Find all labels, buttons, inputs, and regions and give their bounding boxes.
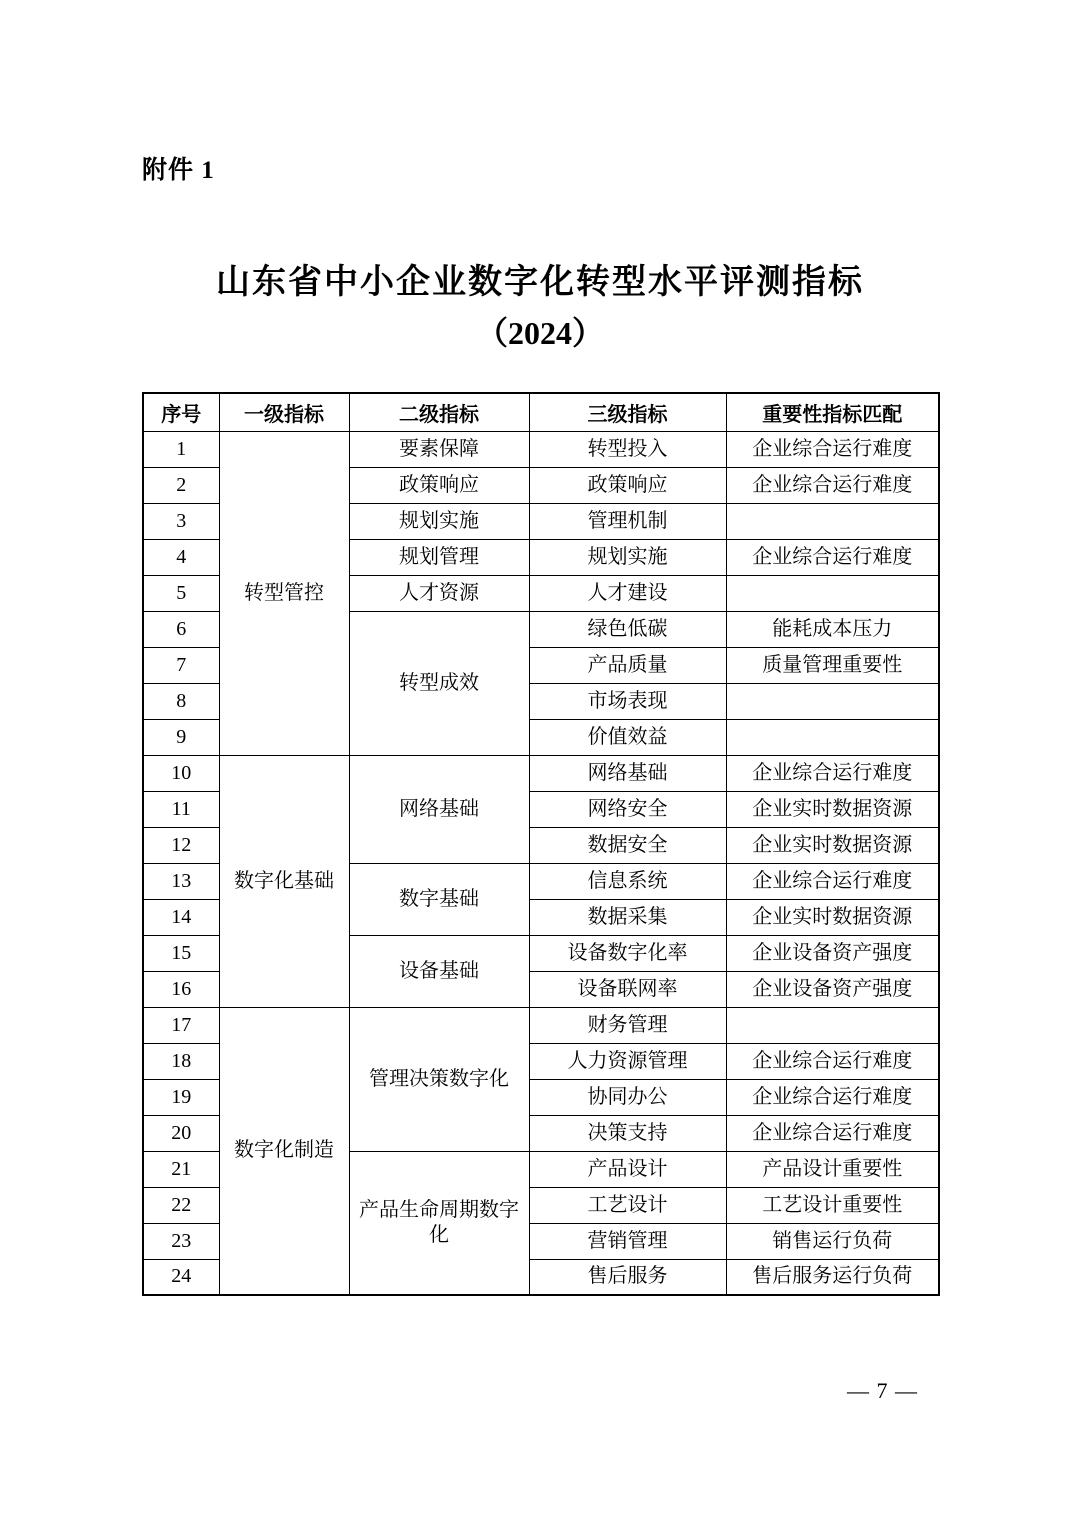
serial-cell: 5 xyxy=(143,575,219,611)
importance-match-cell: 企业综合运行难度 xyxy=(726,863,939,899)
serial-cell: 3 xyxy=(143,503,219,539)
level1-indicator-cell: 数字化基础 xyxy=(219,755,349,1007)
serial-cell: 15 xyxy=(143,935,219,971)
table-row xyxy=(143,431,939,467)
importance-match-cell xyxy=(726,719,939,755)
page-number: — 7 — xyxy=(847,1378,918,1403)
level3-indicator-cell: 工艺设计 xyxy=(529,1187,726,1223)
importance-match-cell: 质量管理重要性 xyxy=(726,647,939,683)
level2-indicator-cell: 规划管理 xyxy=(349,539,529,575)
serial-cell: 8 xyxy=(143,683,219,719)
level3-indicator-cell: 政策响应 xyxy=(529,467,726,503)
level3-indicator-cell: 财务管理 xyxy=(529,1007,726,1043)
header-level2: 二级指标 xyxy=(349,393,529,431)
level2-indicator-cell: 数字基础 xyxy=(349,863,529,935)
title-line-1: 山东省中小企业数字化转型水平评测指标 xyxy=(216,264,864,301)
header-importance: 重要性指标匹配 xyxy=(726,393,939,431)
importance-match-cell: 企业综合运行难度 xyxy=(726,755,939,791)
serial-cell: 20 xyxy=(143,1115,219,1151)
importance-match-cell: 企业综合运行难度 xyxy=(726,1115,939,1151)
level3-indicator-cell: 网络安全 xyxy=(529,791,726,827)
level3-indicator-cell: 价值效益 xyxy=(529,719,726,755)
level3-indicator-cell: 人力资源管理 xyxy=(529,1043,726,1079)
serial-cell: 11 xyxy=(143,791,219,827)
importance-match-cell: 企业综合运行难度 xyxy=(726,431,939,467)
level3-indicator-cell: 人才建设 xyxy=(529,575,726,611)
level2-indicator-cell: 转型成效 xyxy=(349,611,529,755)
serial-cell: 21 xyxy=(143,1151,219,1187)
level3-indicator-cell: 市场表现 xyxy=(529,683,726,719)
importance-match-cell: 企业综合运行难度 xyxy=(726,1079,939,1115)
importance-match-cell: 企业设备资产强度 xyxy=(726,971,939,1007)
level3-indicator-cell: 产品质量 xyxy=(529,647,726,683)
serial-cell: 19 xyxy=(143,1079,219,1115)
header-serial: 序号 xyxy=(143,393,219,431)
level2-indicator-cell: 规划实施 xyxy=(349,503,529,539)
level2-indicator-cell: 要素保障 xyxy=(349,431,529,467)
indicator-table xyxy=(142,392,940,1296)
level3-indicator-cell: 规划实施 xyxy=(529,539,726,575)
serial-cell: 6 xyxy=(143,611,219,647)
level3-indicator-cell: 售后服务 xyxy=(529,1259,726,1295)
importance-match-cell: 销售运行负荷 xyxy=(726,1223,939,1259)
serial-cell: 4 xyxy=(143,539,219,575)
level3-indicator-cell: 产品设计 xyxy=(529,1151,726,1187)
importance-match-cell: 工艺设计重要性 xyxy=(726,1187,939,1223)
importance-match-cell xyxy=(726,503,939,539)
importance-match-cell: 企业实时数据资源 xyxy=(726,827,939,863)
serial-cell: 7 xyxy=(143,647,219,683)
level2-indicator-cell: 网络基础 xyxy=(349,755,529,863)
indicator-table-body xyxy=(143,431,939,1295)
importance-match-cell xyxy=(726,683,939,719)
importance-match-cell: 企业实时数据资源 xyxy=(726,791,939,827)
table-row xyxy=(143,1007,939,1043)
serial-cell: 14 xyxy=(143,899,219,935)
serial-cell: 18 xyxy=(143,1043,219,1079)
serial-cell: 2 xyxy=(143,467,219,503)
level3-indicator-cell: 绿色低碳 xyxy=(529,611,726,647)
level2-indicator-cell: 政策响应 xyxy=(349,467,529,503)
serial-cell: 1 xyxy=(143,431,219,467)
importance-match-cell xyxy=(726,1007,939,1043)
document-title xyxy=(0,258,1080,358)
serial-cell: 24 xyxy=(143,1259,219,1295)
importance-match-cell: 能耗成本压力 xyxy=(726,611,939,647)
level3-indicator-cell: 设备联网率 xyxy=(529,971,726,1007)
serial-cell: 22 xyxy=(143,1187,219,1223)
level3-indicator-cell: 管理机制 xyxy=(529,503,726,539)
level3-indicator-cell: 设备数字化率 xyxy=(529,935,726,971)
level3-indicator-cell: 营销管理 xyxy=(529,1223,726,1259)
importance-match-cell xyxy=(726,575,939,611)
importance-match-cell: 企业综合运行难度 xyxy=(726,539,939,575)
table-row xyxy=(143,755,939,791)
serial-cell: 16 xyxy=(143,971,219,1007)
importance-match-cell: 企业综合运行难度 xyxy=(726,467,939,503)
serial-cell: 10 xyxy=(143,755,219,791)
importance-match-cell: 企业综合运行难度 xyxy=(726,1043,939,1079)
level3-indicator-cell: 转型投入 xyxy=(529,431,726,467)
title-line-2: （2024） xyxy=(475,315,604,351)
level3-indicator-cell: 信息系统 xyxy=(529,863,726,899)
importance-match-cell: 售后服务运行负荷 xyxy=(726,1259,939,1295)
level2-indicator-cell: 人才资源 xyxy=(349,575,529,611)
serial-cell: 13 xyxy=(143,863,219,899)
header-level1: 一级指标 xyxy=(219,393,349,431)
serial-cell: 9 xyxy=(143,719,219,755)
level3-indicator-cell: 数据安全 xyxy=(529,827,726,863)
serial-cell: 12 xyxy=(143,827,219,863)
header-level3: 三级指标 xyxy=(529,393,726,431)
importance-match-cell: 产品设计重要性 xyxy=(726,1151,939,1187)
level1-indicator-cell: 数字化制造 xyxy=(219,1007,349,1295)
level3-indicator-cell: 协同办公 xyxy=(529,1079,726,1115)
serial-cell: 23 xyxy=(143,1223,219,1259)
level1-indicator-cell: 转型管控 xyxy=(219,431,349,755)
level3-indicator-cell: 数据采集 xyxy=(529,899,726,935)
level2-indicator-cell: 产品生命周期数字化 xyxy=(349,1151,529,1295)
table-header-row xyxy=(143,393,939,431)
table-header xyxy=(143,393,939,431)
importance-match-cell: 企业实时数据资源 xyxy=(726,899,939,935)
level3-indicator-cell: 决策支持 xyxy=(529,1115,726,1151)
importance-match-cell: 企业设备资产强度 xyxy=(726,935,939,971)
serial-cell: 17 xyxy=(143,1007,219,1043)
attachment-label: 附件 1 xyxy=(142,157,215,184)
level3-indicator-cell: 网络基础 xyxy=(529,755,726,791)
level2-indicator-cell: 管理决策数字化 xyxy=(349,1007,529,1151)
level2-indicator-cell: 设备基础 xyxy=(349,935,529,1007)
